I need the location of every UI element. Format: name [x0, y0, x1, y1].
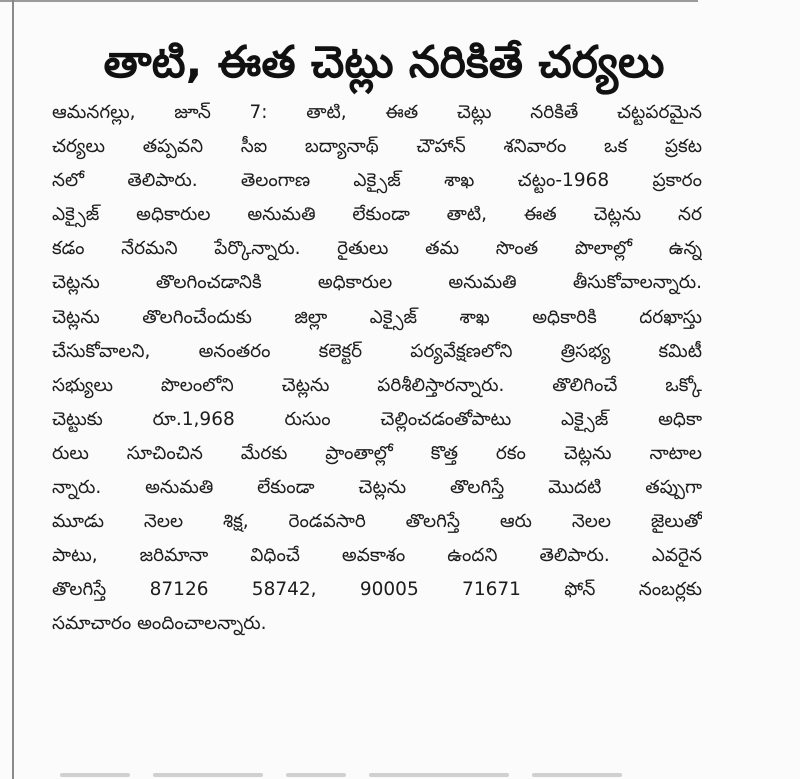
article-line: న్నారు. అనుమతి లేకుండా చెట్లను తొలగిస్తే మొదటి తప్పుగా — [52, 477, 702, 499]
left-border-rule — [12, 0, 14, 779]
article-line: చర్యలు తప్పవని సీఐ బద్యానాథ్ చౌహాన్ శనివారం ఒక ప్రకట — [52, 136, 702, 158]
article-line: చేసుకోవాలని, అనంతరం కలెక్టర్ పర్యవేక్షణలోని త్రిసభ్య కమిటీ — [52, 340, 702, 362]
top-border-rule — [0, 0, 698, 2]
article-line: చెట్లను తొలగించడానికి అధికారుల అనుమతి తీసుకోవాలన్నారు. — [52, 272, 702, 294]
article-line: నలో తెలిపారు. తెలంగాణ ఎక్సైజ్ శాఖ చట్టం-1968 ప్రకారం — [52, 170, 702, 192]
cropped-next-line — [60, 762, 660, 779]
article-line: రులు సూచించిన మేరకు ప్రాంతాల్లో కొత్త రకం చెట్లను నాటాల — [52, 442, 702, 464]
article-line: చెట్లను తొలగించేందుకు జిల్లా ఎక్సైజ్ శాఖ అధికారికి దరఖాస్తు — [52, 306, 702, 328]
article-line: పాటు, జరిమానా విధించే అవకాశం ఉందని తెలిపారు. ఎవరైన — [52, 545, 702, 567]
article-line: చెట్టుకు రూ.1,968 రుసుం చెల్లించడంతోపాటు ఎక్సైజ్ అధికా — [52, 408, 702, 430]
cropped-text-fragment — [153, 773, 263, 777]
article-line: ఎక్సైజ్ అధికారుల అనుమతి లేకుండా తాటి, ఈత చెట్లను నర — [52, 204, 702, 226]
cropped-text-fragment — [532, 773, 622, 777]
cropped-text-fragment — [60, 773, 130, 777]
article-headline: తాటి, ఈత చెట్లు నరికితే చర్యలు — [103, 37, 665, 88]
article-line: తొలగిస్తే 87126 58742, 90005 71671 ఫోన్ నంబర్లకు — [52, 579, 702, 601]
article-line: సభ్యులు పొలంలోని చెట్లను పరిశీలిస్తారన్నారు. తొలిగించే ఒక్కో — [52, 374, 702, 396]
cropped-text-fragment — [286, 773, 346, 777]
article-line: ఆమనగల్లు, జూన్ 7: తాటి, ఈత చెట్లు నరికితే చట్టపరమైన — [52, 102, 702, 123]
cropped-text-fragment — [369, 773, 509, 777]
article-line: కడం నేరమని పేర్కొన్నారు. రైతులు తమ సొంత పొలాల్లో ఉన్న — [52, 238, 702, 260]
article-body — [52, 96, 702, 756]
article-line: సమాచారం అందించాలన్నారు. — [52, 613, 267, 635]
article-line: మూడు నెలల శిక్ష, రెండవసారి తొలగిస్తే ఆరు నెలల జైలుతో — [52, 511, 702, 533]
